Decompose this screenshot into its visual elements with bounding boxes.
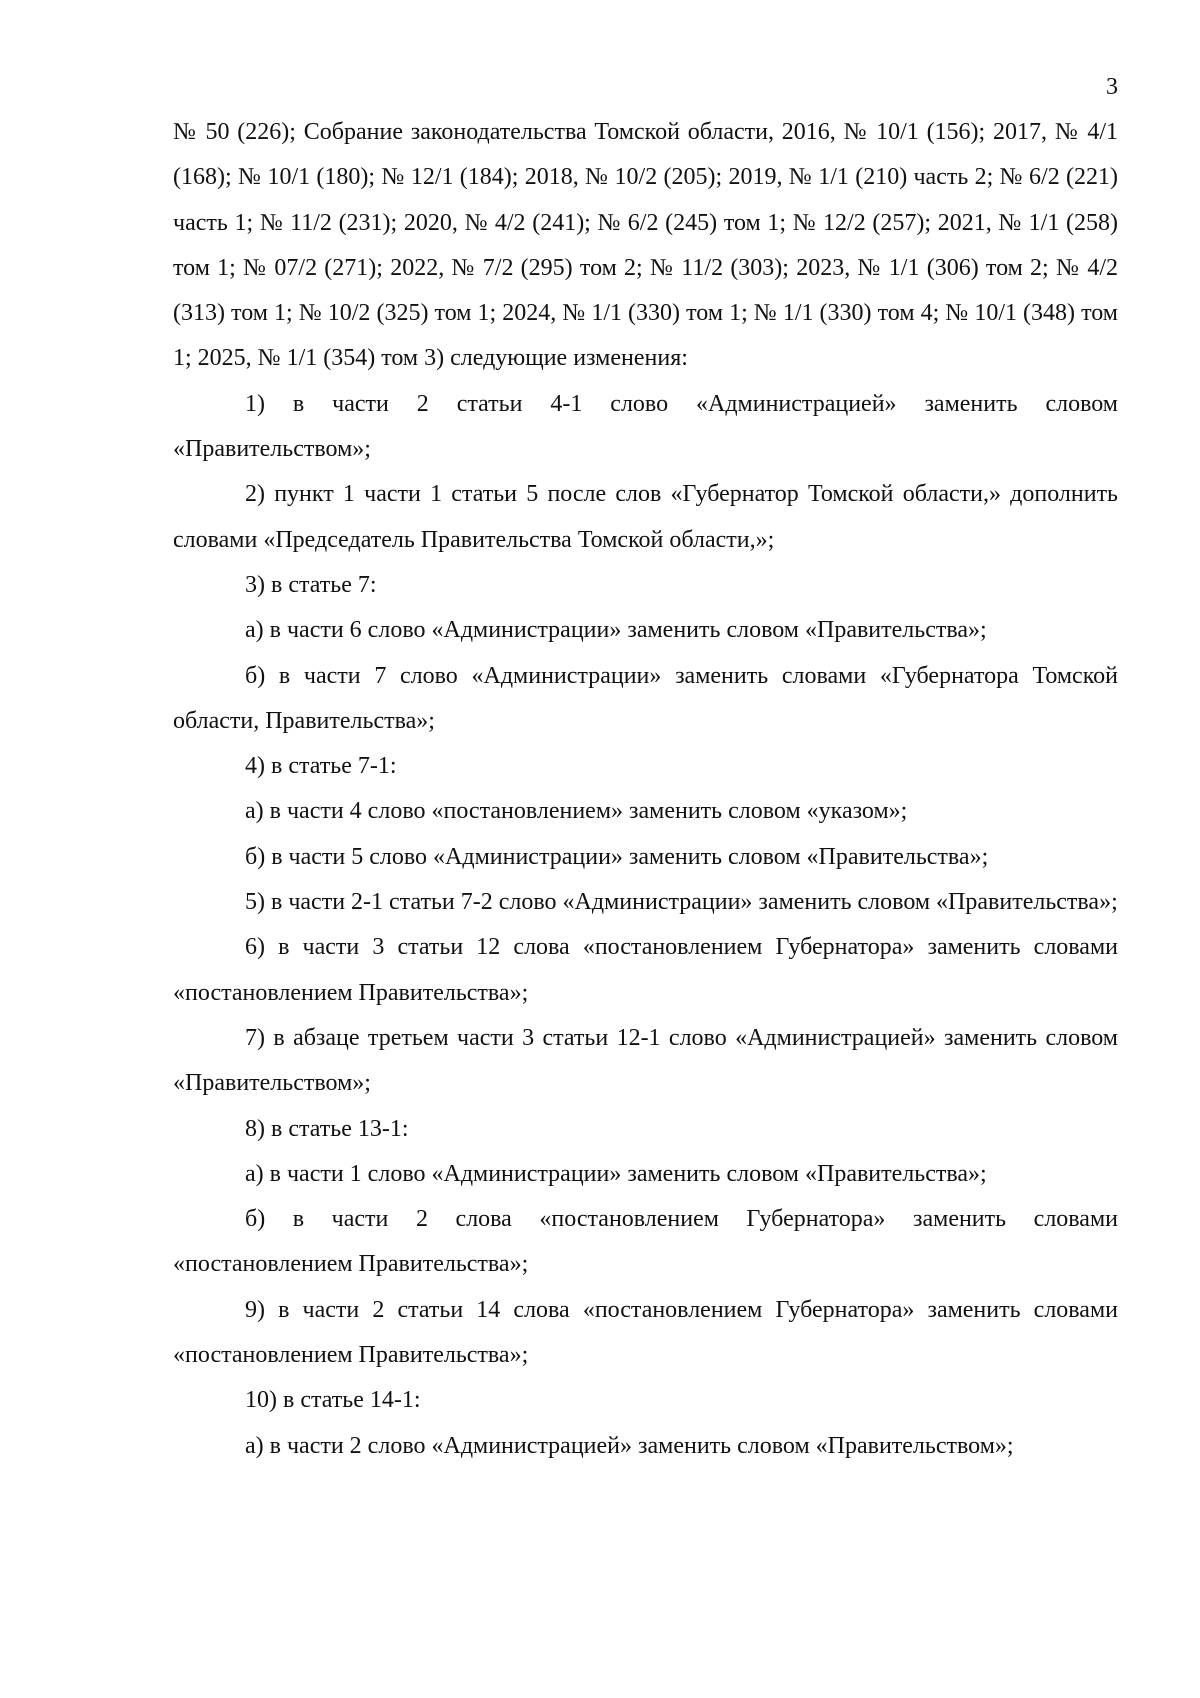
page-number: 3	[1106, 74, 1118, 100]
paragraph-item-3a: а) в части 6 слово «Администрации» заменить словом «Правительства»;	[245, 617, 987, 644]
paragraph-item-3b: б) в части 7 слово «Администрации» заменить словами «Губернатора Томской области, Правительства»;	[173, 662, 1118, 734]
document-body	[173, 110, 1118, 1469]
paragraph-item-4a: а) в части 4 слово «постановлением» заменить словом «указом»;	[245, 798, 908, 825]
paragraph-item-8b: б) в части 2 слова «постановлением Губернатора» заменить словами «постановлением Правительства»;	[173, 1206, 1118, 1278]
paragraph-item-8: 8) в статье 13-1:	[245, 1115, 409, 1142]
paragraph-item-1: 1) в части 2 статьи 4-1 слово «Администрацией» заменить словом «Правительством»;	[173, 390, 1118, 463]
paragraph-item-5: 5) в части 2-1 статьи 7-2 слово «Администрации» заменить словом «Правительства»;	[245, 889, 1118, 916]
paragraph-item-2: 2) пункт 1 части 1 статьи 5 после слов «Губернатор Томской области,» дополнить словами «Председатель Правительства Томской области,»;	[173, 481, 1118, 553]
paragraph-item-4: 4) в статье 7-1:	[245, 753, 397, 780]
paragraph-item-10a: а) в части 2 слово «Администрацией» заменить словом «Правительством»;	[245, 1432, 1014, 1459]
paragraph-item-6: 6) в части 3 статьи 12 слова «постановлением Губернатора» заменить словами «постановлением Правительства»;	[173, 934, 1118, 1006]
paragraph-sources-list: № 50 (226); Собрание законодательства Томской области, 2016, № 10/1 (156); 2017, № 4/1 (168); № 10/1 (180); № 12/1 (184); 2018, № 10/2 (205); 2019, № 1/1 (210) часть 2; № 6/2 (221) часть 1; № 11/2 (231); 2020, № 4/2 (241); № 6/2 (245) том 1; № 12/2 (257); 2021, № 1/1 (258) том 1; № 07/2 (271); 2022, № 7/2 (295) том 2; № 11/2 (303); 2023, № 1/1 (306) том 2; № 4/2 (313) том 1; № 10/2 (325) том 1; 2024, № 1/1 (330) том 1; № 1/1 (330) том 4; № 10/1 (348) том 1; 2025, № 1/1 (354) том 3) следующие изменения:	[173, 119, 1118, 372]
paragraph-item-10: 10) в статье 14-1:	[245, 1387, 421, 1414]
paragraph-item-3: 3) в статье 7:	[245, 571, 377, 598]
paragraph-item-8a: а) в части 1 слово «Администрации» заменить словом «Правительства»;	[245, 1160, 987, 1187]
paragraph-item-9: 9) в части 2 статьи 14 слова «постановлением Губернатора» заменить словами «постановлением Правительства»;	[173, 1296, 1118, 1369]
paragraph-item-4b: б) в части 5 слово «Администрации» заменить словом «Правительства»;	[245, 843, 989, 870]
paragraph-item-7: 7) в абзаце третьем части 3 статьи 12-1 слово «Администрацией» заменить словом «Правительством»;	[173, 1024, 1118, 1097]
